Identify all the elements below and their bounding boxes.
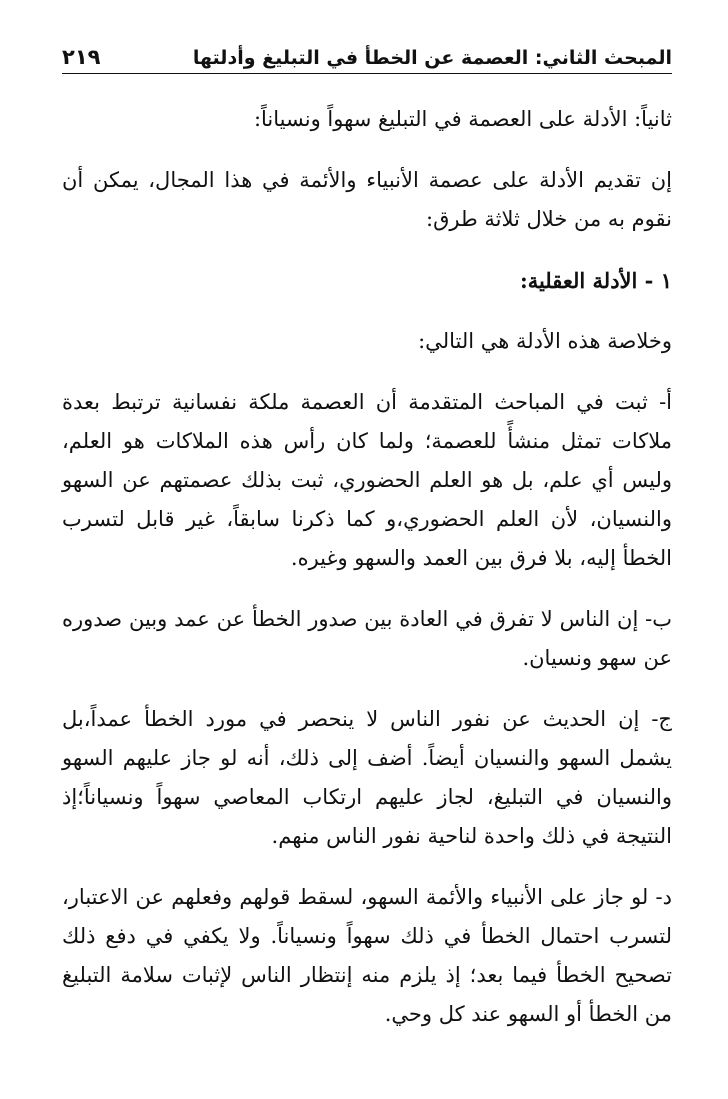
summary-lead-paragraph: وخلاصة هذه الأدلة هي التالي: bbox=[418, 329, 672, 353]
page-body bbox=[62, 100, 672, 1056]
section-heading-secondly: ثانياً: الأدلة على العصمة في التبليغ سهواً ونسياناً: bbox=[253, 107, 672, 131]
point-c-paragraph: ج- إن الحديث عن نفور الناس لا ينحصر في مورد الخطأ عمداً،بل يشمل السهو والنسيان أيضاً. أضف إلى ذلك، أنه لو جاز عليهم السهو والنسيان في التبليغ، لجاز عليهم ارتكاب المعاصي سهواً ونسياناً؛إذ النتيجة في ذلك واحدة لناحية نفور الناس منهم. bbox=[62, 707, 672, 848]
subsection-heading-rational-evidence: ١ - الأدلة العقلية: bbox=[519, 268, 672, 293]
running-header bbox=[62, 38, 672, 74]
point-a-paragraph: أ- ثبت في المباحث المتقدمة أن العصمة ملكة نفسانية ترتبط بعدة ملاكات تمثل منشأً للعصمة؛ ولما كان رأس هذه الملاكات هو العلم، وليس أي علم، بل هو العلم الحضوري، ثبت بذلك عصمتهم عن السهو والنسيان، لأن العلم الحضوري،و كما ذكرنا سابقاً، غير قابل لتسرب الخطأ إليه، بلا فرق بين العمد والسهو وغيره. bbox=[62, 390, 672, 570]
page-number: ٢١٩ bbox=[62, 45, 101, 69]
point-b-paragraph: ب- إن الناس لا تفرق في العادة بين صدور الخطأ عن عمد وبين صدوره عن سهو ونسيان. bbox=[62, 607, 672, 670]
intro-paragraph: إن تقديم الأدلة على عصمة الأنبياء والأئمة في هذا المجال، يمكن أن نقوم به من خلال ثلاثة طرق: bbox=[62, 168, 672, 231]
chapter-title: المبحث الثاني: العصمة عن الخطأ في التبليغ وأدلتها bbox=[192, 47, 672, 69]
point-d-paragraph: د- لو جاز على الأنبياء والأئمة السهو، لسقط قولهم وفعلهم عن الاعتبار، لتسرب احتمال الخطأ في ذلك سهواً ونسياناً. ولا يكفي في دفع ذلك تصحيح الخطأ فيما بعد؛ إذ يلزم منه إنتظار الناس لإثبات سلامة التبليغ من الخطأ أو السهو عند كل وحي. bbox=[62, 885, 672, 1026]
